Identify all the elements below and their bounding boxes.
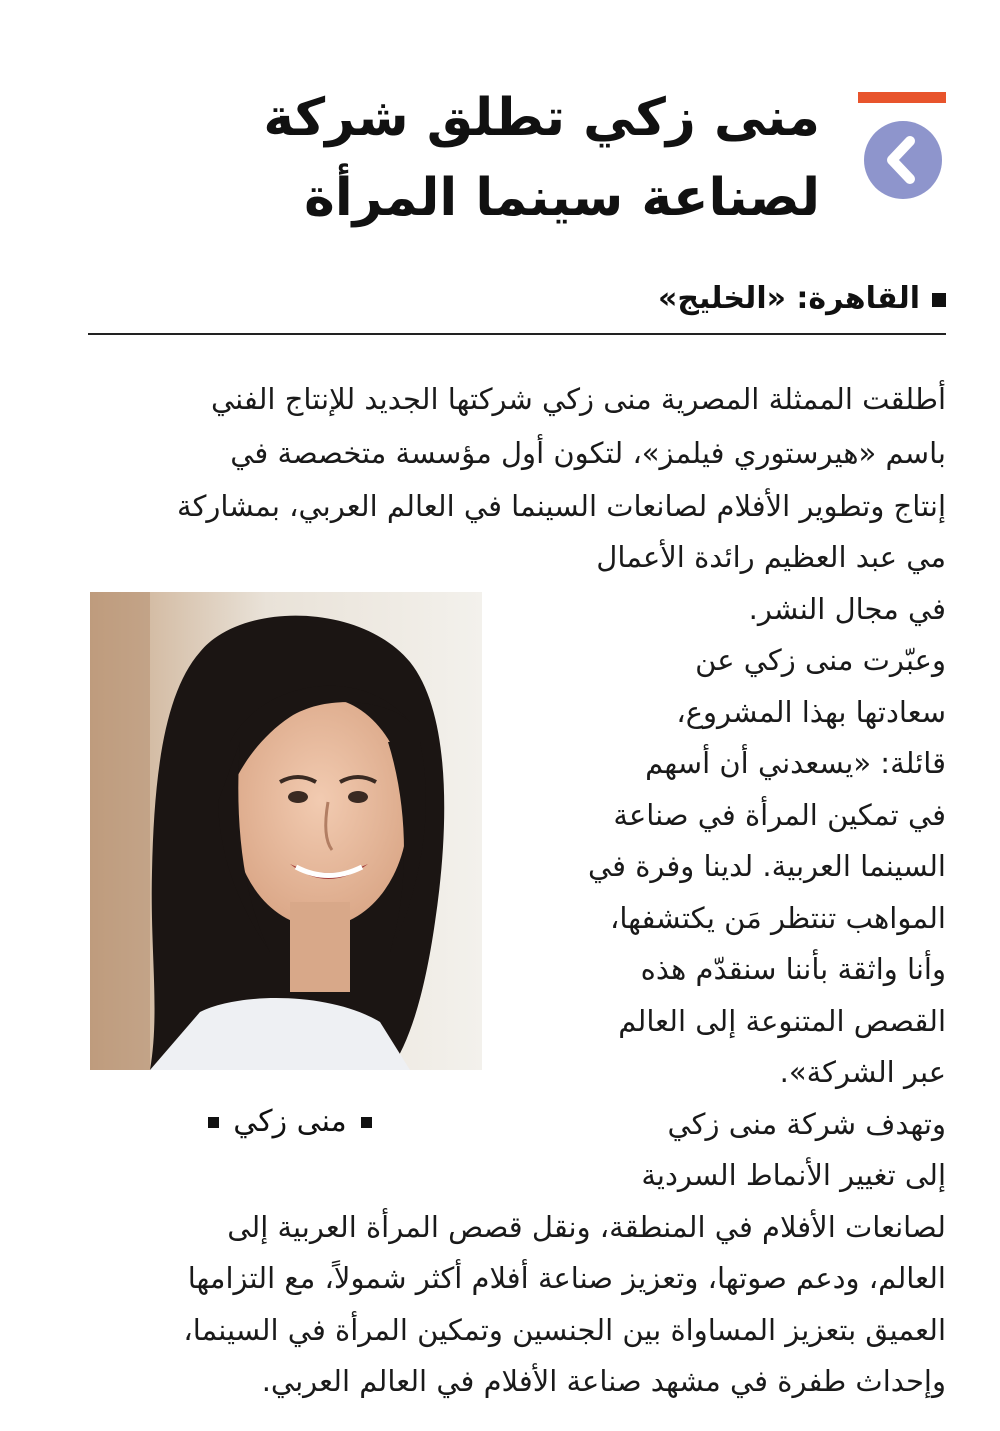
body-line: السينما العربية. لدينا وفرة في [587, 849, 946, 883]
body-line: القصص المتنوعة إلى العالم [618, 1004, 946, 1038]
body-line: إلى تغيير الأنماط السردية [641, 1158, 946, 1192]
bullet-square-icon [932, 293, 946, 307]
body-line: لصانعات الأفلام في المنطقة، ونقل قصص المرأة العربية إلى [227, 1210, 946, 1244]
body-line: قائلة: «يسعدني أن أسهم [645, 746, 946, 780]
caption-text: منى زكي [233, 1104, 347, 1139]
body-line: سعادتها بهذا المشروع، [676, 695, 946, 729]
body-line: وعبّرت منى زكي عن [695, 643, 946, 677]
portrait-photo [90, 592, 482, 1070]
chevron-left-icon [864, 121, 942, 199]
body-line: وإحداث طفرة في مشهد صناعة الأفلام في العالم العربي. [261, 1364, 946, 1398]
section-badge [864, 121, 942, 199]
bullet-square-icon [208, 1117, 219, 1128]
body-line: باسم «هيرستوري فيلمز»، لتكون أول مؤسسة متخصصة في [230, 436, 946, 470]
body-line: العالم، ودعم صوتها، وتعزيز صناعة أفلام أكثر شمولاً، مع التزامها [187, 1261, 946, 1295]
dateline [658, 276, 946, 322]
photo-caption [190, 1098, 390, 1146]
headline-line-2: لصناعة سينما المرأة [304, 168, 820, 228]
body-line: مي عبد العظيم رائدة الأعمال [596, 540, 946, 574]
body-line: وتهدف شركة منى زكي [667, 1107, 946, 1141]
dateline-text: القاهرة: «الخليج» [657, 281, 920, 316]
body-line: إنتاج وتطوير الأفلام لصانعات السينما في العالم العربي، بمشاركة [177, 489, 946, 523]
body-line: أطلقت الممثلة المصرية منى زكي شركتها الجديد للإنتاج الفني [210, 382, 946, 416]
body-line: في تمكين المرأة في صناعة [613, 798, 946, 832]
body-line: المواهب تنتظر مَن يكتشفها، [609, 901, 946, 935]
body-line: العميق بتعزيز المساواة بين الجنسين وتمكين المرأة في السينما، [183, 1313, 946, 1347]
headline-line-1: منى زكي تطلق شركة [263, 88, 820, 148]
accent-bar [858, 92, 946, 103]
bullet-square-icon [361, 1117, 372, 1128]
body-line: عبر الشركة». [779, 1055, 946, 1089]
body-line: في مجال النشر. [748, 592, 946, 626]
body-line: وأنا واثقة بأننا سنقدّم هذه [640, 952, 946, 986]
divider [88, 333, 946, 335]
article-headline [180, 78, 820, 238]
